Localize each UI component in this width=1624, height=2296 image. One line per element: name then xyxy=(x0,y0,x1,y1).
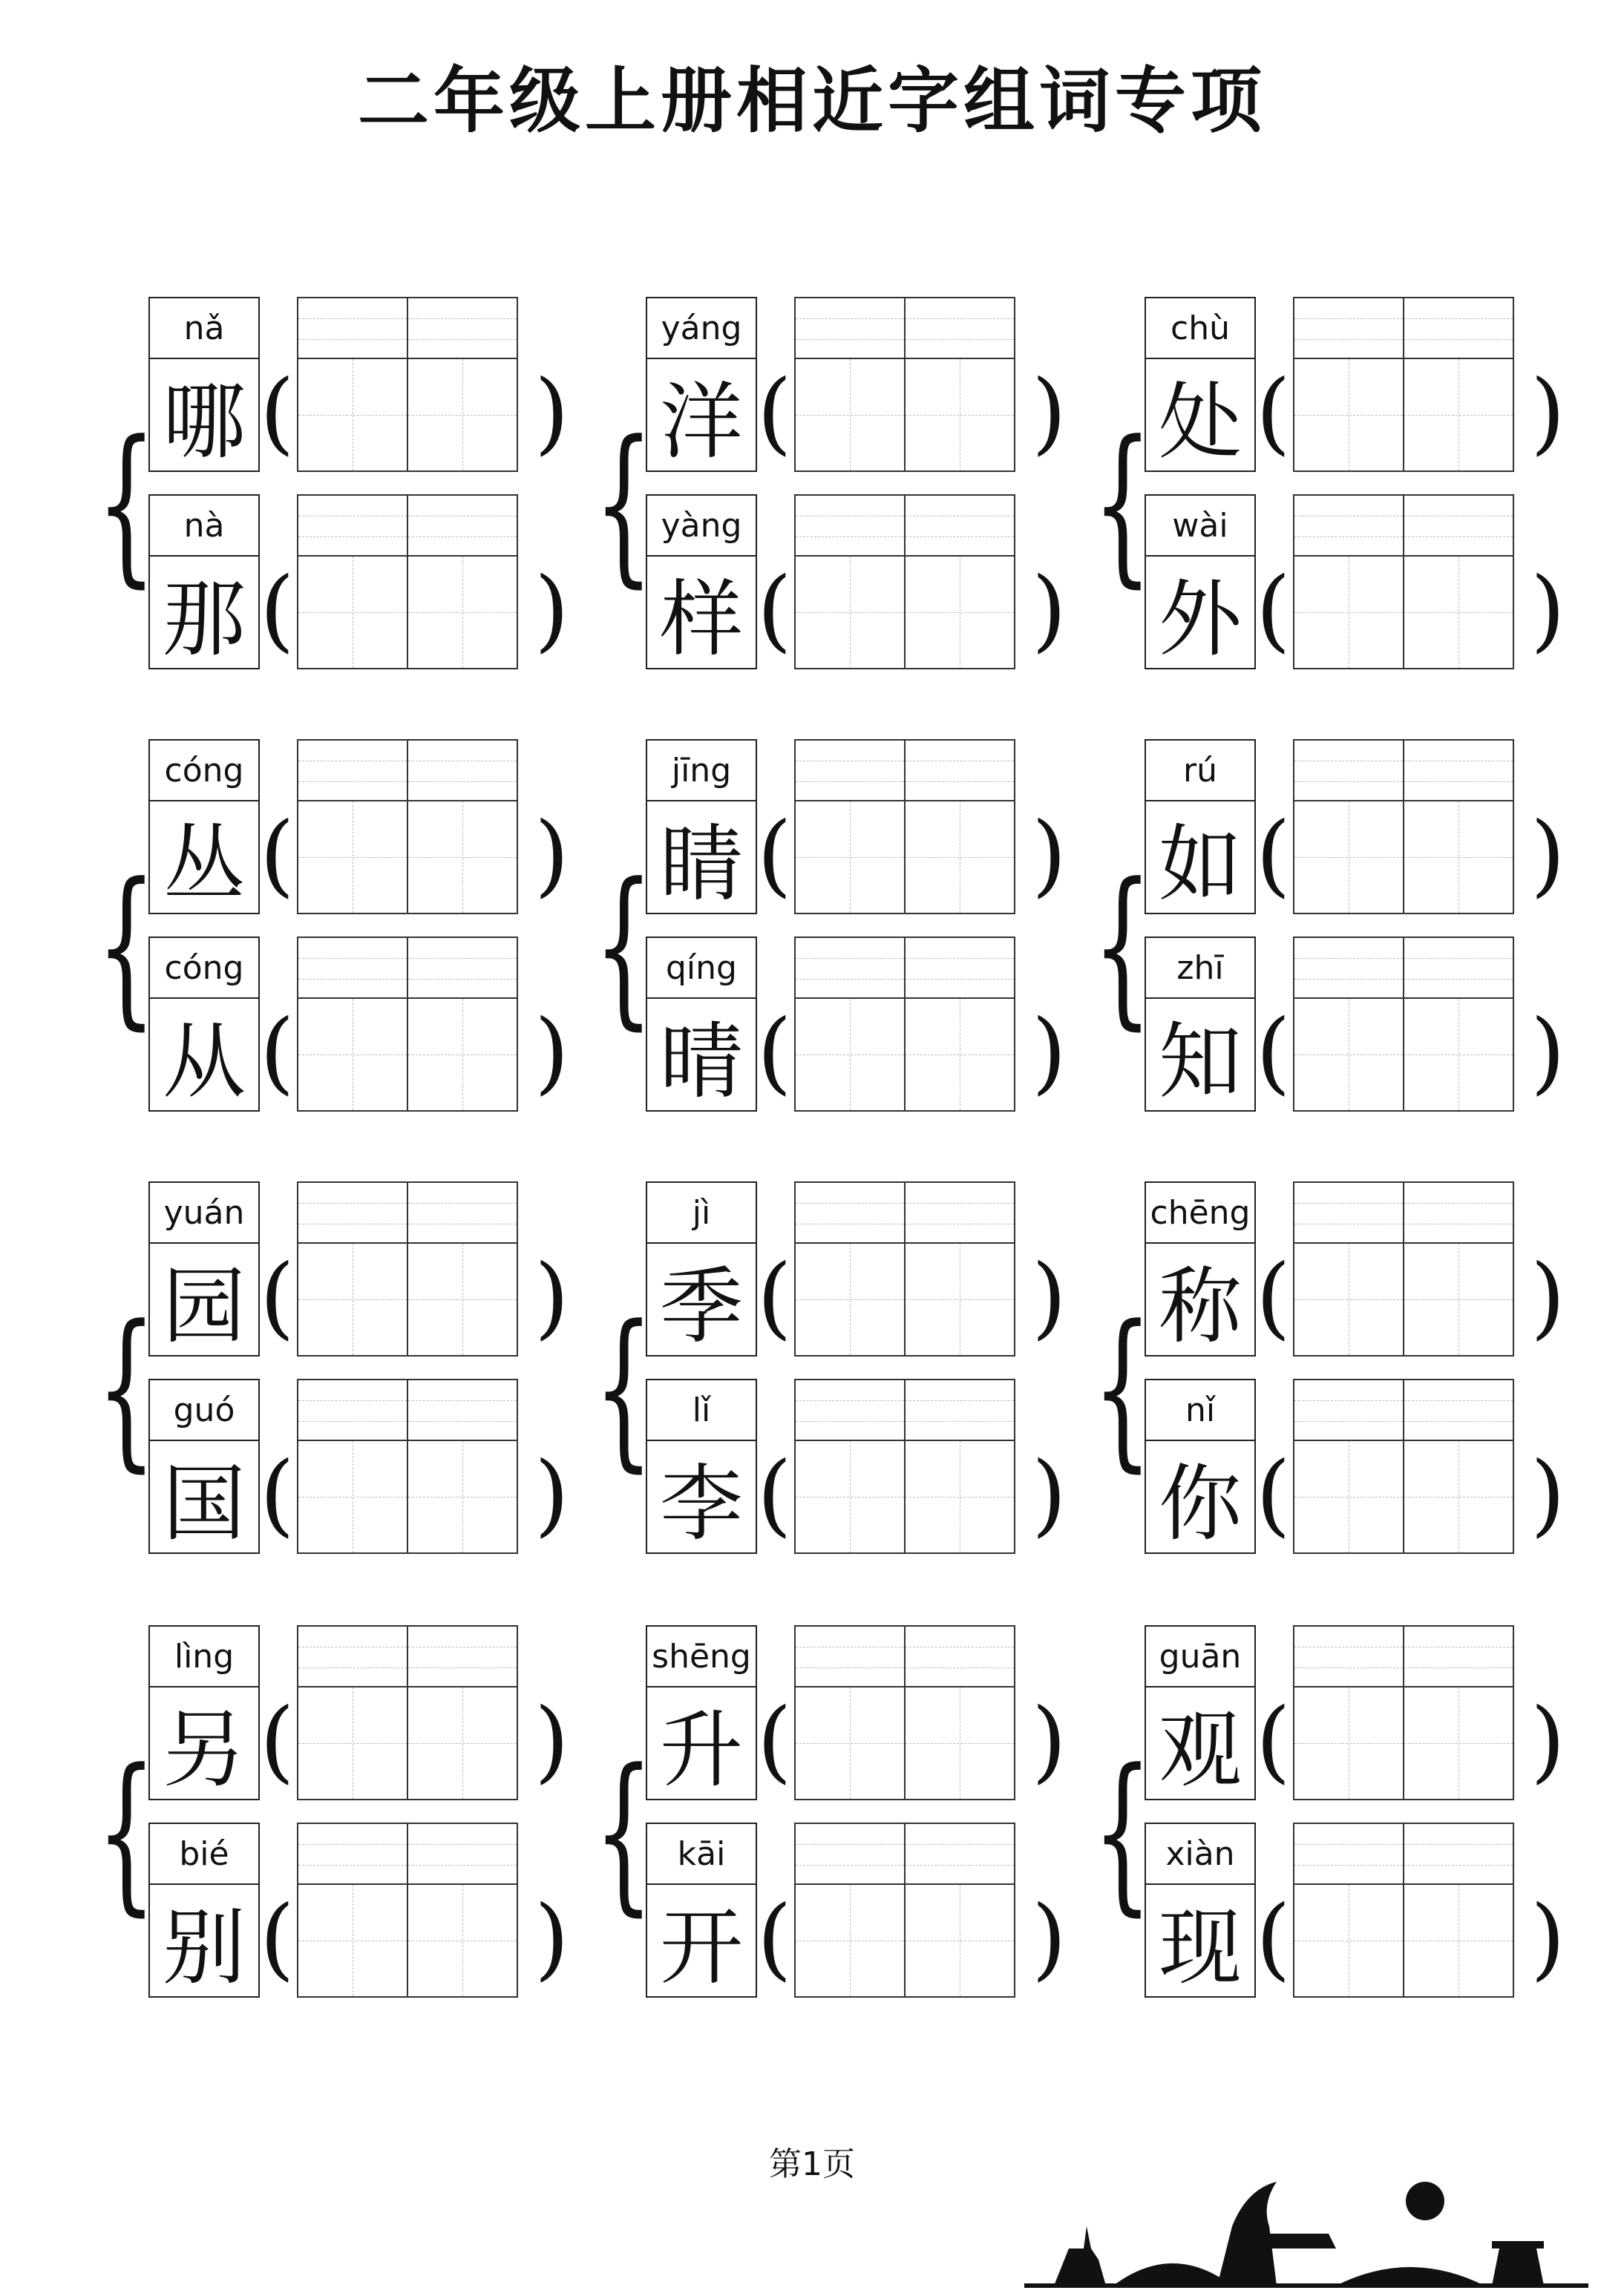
character-row xyxy=(646,937,1067,1112)
pinyin-writing-cell[interactable] xyxy=(1293,297,1404,359)
close-parenthesis: ) xyxy=(1530,1690,1565,1793)
pinyin-writing-cell[interactable] xyxy=(1293,1625,1404,1687)
page-number: 第1页 xyxy=(769,2145,855,2183)
writing-grid[interactable] xyxy=(1293,297,1516,472)
hanzi-character: 丛 xyxy=(148,800,260,914)
open-parenthesis: ( xyxy=(757,1690,792,1793)
word-group xyxy=(96,1181,569,1567)
writing-grid[interactable] xyxy=(1293,937,1516,1112)
curly-brace: { xyxy=(594,847,654,1046)
tianzige-writing-cell[interactable] xyxy=(297,800,408,914)
tianzige-writing-cell[interactable] xyxy=(297,1242,408,1357)
tianzige-writing-cell[interactable] xyxy=(407,1242,518,1357)
hanzi-character: 另 xyxy=(148,1686,260,1800)
character-row xyxy=(646,297,1067,472)
tianzige-writing-cell[interactable] xyxy=(297,358,408,472)
pinyin-writing-cell[interactable] xyxy=(297,937,408,999)
writing-grid[interactable] xyxy=(794,494,1017,669)
tianzige-writing-cell[interactable] xyxy=(1293,1242,1404,1357)
writing-grid[interactable] xyxy=(1293,1181,1516,1357)
pinyin-writing-cell[interactable] xyxy=(904,1181,1015,1244)
curly-brace: { xyxy=(594,1290,654,1488)
open-parenthesis: ( xyxy=(260,1887,295,1990)
pinyin-label: cóng xyxy=(148,937,260,999)
close-parenthesis: ) xyxy=(1530,1887,1565,1990)
open-parenthesis: ( xyxy=(260,1690,295,1793)
close-parenthesis: ) xyxy=(1530,804,1565,907)
word-group xyxy=(1093,1181,1565,1567)
pinyin-writing-cell[interactable] xyxy=(1293,937,1404,999)
pinyin-writing-cell[interactable] xyxy=(904,1823,1015,1885)
character-row xyxy=(646,1181,1067,1357)
word-group xyxy=(96,1625,569,2011)
tianzige-writing-cell[interactable] xyxy=(407,555,518,669)
pinyin-label: xiàn xyxy=(1145,1823,1256,1885)
tianzige-writing-cell[interactable] xyxy=(1293,1883,1404,1998)
pinyin-label: yuán xyxy=(148,1181,260,1244)
close-parenthesis: ) xyxy=(1530,559,1565,662)
pinyin-writing-cell[interactable] xyxy=(1403,494,1514,557)
close-parenthesis: ) xyxy=(1032,1246,1067,1349)
hanzi-character: 从 xyxy=(148,997,260,1112)
pinyin-writing-cell[interactable] xyxy=(904,494,1015,557)
word-group xyxy=(594,1181,1067,1567)
word-group xyxy=(1093,297,1565,683)
character-row xyxy=(1145,1379,1565,1554)
tianzige-writing-cell[interactable] xyxy=(407,1440,518,1554)
open-parenthesis: ( xyxy=(757,1001,792,1104)
writing-grid[interactable] xyxy=(297,739,520,914)
character-row xyxy=(148,297,569,472)
open-parenthesis: ( xyxy=(757,804,792,907)
hanzi-character: 睛 xyxy=(646,800,757,914)
tianzige-writing-cell[interactable] xyxy=(407,997,518,1112)
close-parenthesis: ) xyxy=(534,1887,569,1990)
writing-grid[interactable] xyxy=(297,937,520,1112)
pinyin-label: guó xyxy=(148,1379,260,1441)
tianzige-writing-cell[interactable] xyxy=(904,1883,1015,1998)
writing-grid[interactable] xyxy=(794,739,1017,914)
pinyin-writing-cell[interactable] xyxy=(1403,937,1514,999)
close-parenthesis: ) xyxy=(1032,1443,1067,1546)
curly-brace: { xyxy=(96,1734,157,1932)
pinyin-label: nǎ xyxy=(148,297,260,359)
pinyin-writing-cell[interactable] xyxy=(794,1379,906,1441)
open-parenthesis: ( xyxy=(260,1001,295,1104)
tianzige-writing-cell[interactable] xyxy=(794,1440,906,1554)
character-row xyxy=(646,739,1067,914)
pinyin-writing-cell[interactable] xyxy=(794,494,906,557)
word-group xyxy=(594,1625,1067,2011)
close-parenthesis: ) xyxy=(534,804,569,907)
tianzige-writing-cell[interactable] xyxy=(1403,1440,1514,1554)
writing-grid[interactable] xyxy=(297,297,520,472)
landscape-silhouette-decoration xyxy=(1024,2137,1588,2296)
curly-brace: { xyxy=(594,405,654,603)
pinyin-label: chēng xyxy=(1145,1181,1256,1244)
hanzi-character: 开 xyxy=(646,1883,757,1998)
pinyin-label: shēng xyxy=(646,1625,757,1687)
close-parenthesis: ) xyxy=(1032,361,1067,465)
close-parenthesis: ) xyxy=(1032,1001,1067,1104)
curly-brace: { xyxy=(1093,1290,1153,1488)
close-parenthesis: ) xyxy=(534,1246,569,1349)
pinyin-label: rú xyxy=(1145,739,1256,801)
character-row xyxy=(1145,739,1565,914)
character-row xyxy=(1145,1625,1565,1800)
pinyin-writing-cell[interactable] xyxy=(1293,494,1404,557)
pinyin-writing-cell[interactable] xyxy=(1403,1379,1514,1441)
pinyin-writing-cell[interactable] xyxy=(904,1379,1015,1441)
pinyin-writing-cell[interactable] xyxy=(407,937,518,999)
pinyin-writing-cell[interactable] xyxy=(1293,1823,1404,1885)
tianzige-writing-cell[interactable] xyxy=(407,800,518,914)
hanzi-character: 那 xyxy=(148,555,260,669)
tianzige-writing-cell[interactable] xyxy=(1403,358,1514,472)
tianzige-writing-cell[interactable] xyxy=(904,358,1015,472)
tianzige-writing-cell[interactable] xyxy=(1403,1686,1514,1800)
open-parenthesis: ( xyxy=(1256,804,1291,907)
writing-grid[interactable] xyxy=(297,494,520,669)
pinyin-label: yáng xyxy=(646,297,757,359)
character-row xyxy=(1145,1823,1565,1998)
tianzige-writing-cell[interactable] xyxy=(1293,800,1404,914)
tianzige-writing-cell[interactable] xyxy=(904,800,1015,914)
hanzi-character: 哪 xyxy=(148,358,260,472)
writing-grid[interactable] xyxy=(1293,739,1516,914)
writing-grid[interactable] xyxy=(794,1379,1017,1554)
character-row xyxy=(148,1181,569,1357)
pinyin-writing-cell[interactable] xyxy=(794,1181,906,1244)
close-parenthesis: ) xyxy=(1530,361,1565,465)
hanzi-character: 处 xyxy=(1145,358,1256,472)
hanzi-character: 升 xyxy=(646,1686,757,1800)
pinyin-label: qíng xyxy=(646,937,757,999)
open-parenthesis: ( xyxy=(1256,559,1291,662)
writing-grid[interactable] xyxy=(1293,494,1516,669)
close-parenthesis: ) xyxy=(1032,1887,1067,1990)
tianzige-writing-cell[interactable] xyxy=(904,555,1015,669)
tianzige-writing-cell[interactable] xyxy=(407,1686,518,1800)
pinyin-label: zhī xyxy=(1145,937,1256,999)
tianzige-writing-cell[interactable] xyxy=(297,1883,408,1998)
pinyin-label: lǐ xyxy=(646,1379,757,1441)
writing-grid[interactable] xyxy=(297,1379,520,1554)
hanzi-character: 洋 xyxy=(646,358,757,472)
close-parenthesis: ) xyxy=(1530,1443,1565,1546)
hanzi-character: 观 xyxy=(1145,1686,1256,1800)
open-parenthesis: ( xyxy=(260,361,295,465)
close-parenthesis: ) xyxy=(1032,559,1067,662)
hanzi-character: 知 xyxy=(1145,997,1256,1112)
tianzige-writing-cell[interactable] xyxy=(794,1242,906,1357)
pinyin-writing-cell[interactable] xyxy=(794,1625,906,1687)
writing-grid[interactable] xyxy=(794,1823,1017,1998)
open-parenthesis: ( xyxy=(1256,361,1291,465)
character-row xyxy=(148,1625,569,1800)
word-group xyxy=(96,297,569,683)
pinyin-writing-cell[interactable] xyxy=(794,739,906,801)
curly-brace: { xyxy=(1093,847,1153,1046)
writing-grid[interactable] xyxy=(1293,1379,1516,1554)
tianzige-writing-cell[interactable] xyxy=(407,1883,518,1998)
pinyin-writing-cell[interactable] xyxy=(904,297,1015,359)
writing-grid[interactable] xyxy=(794,297,1017,472)
pinyin-writing-cell[interactable] xyxy=(794,1823,906,1885)
word-group xyxy=(594,739,1067,1125)
character-row xyxy=(1145,937,1565,1112)
pinyin-writing-cell[interactable] xyxy=(1403,1625,1514,1687)
hanzi-character: 样 xyxy=(646,555,757,669)
tianzige-writing-cell[interactable] xyxy=(1403,1883,1514,1998)
character-row xyxy=(646,494,1067,669)
close-parenthesis: ) xyxy=(534,1001,569,1104)
curly-brace: { xyxy=(1093,1734,1153,1932)
pinyin-writing-cell[interactable] xyxy=(407,1625,518,1687)
pinyin-writing-cell[interactable] xyxy=(297,1625,408,1687)
pinyin-writing-cell[interactable] xyxy=(904,739,1015,801)
pinyin-writing-cell[interactable] xyxy=(407,1181,518,1244)
pinyin-writing-cell[interactable] xyxy=(794,937,906,999)
pinyin-writing-cell[interactable] xyxy=(1403,297,1514,359)
pinyin-label: nà xyxy=(148,494,260,557)
tianzige-writing-cell[interactable] xyxy=(297,997,408,1112)
tianzige-writing-cell[interactable] xyxy=(297,1686,408,1800)
open-parenthesis: ( xyxy=(260,1443,295,1546)
pinyin-label: nǐ xyxy=(1145,1379,1256,1441)
pinyin-writing-cell[interactable] xyxy=(1293,1181,1404,1244)
character-row xyxy=(148,1379,569,1554)
character-row xyxy=(646,1625,1067,1800)
open-parenthesis: ( xyxy=(1256,1001,1291,1104)
pinyin-writing-cell[interactable] xyxy=(794,297,906,359)
open-parenthesis: ( xyxy=(757,1246,792,1349)
tianzige-writing-cell[interactable] xyxy=(1293,358,1404,472)
open-parenthesis: ( xyxy=(1256,1887,1291,1990)
pinyin-writing-cell[interactable] xyxy=(297,1379,408,1441)
writing-grid[interactable] xyxy=(1293,1823,1516,1998)
tianzige-writing-cell[interactable] xyxy=(1403,1242,1514,1357)
pinyin-label: wài xyxy=(1145,494,1256,557)
hanzi-character: 园 xyxy=(148,1242,260,1357)
hanzi-character: 季 xyxy=(646,1242,757,1357)
curly-brace: { xyxy=(96,1290,157,1488)
open-parenthesis: ( xyxy=(1256,1246,1291,1349)
page-title: 二年级上册相近字组词专项 xyxy=(358,59,1266,142)
pinyin-writing-cell[interactable] xyxy=(1403,739,1514,801)
tianzige-writing-cell[interactable] xyxy=(794,358,906,472)
close-parenthesis: ) xyxy=(534,1690,569,1793)
tianzige-writing-cell[interactable] xyxy=(1293,555,1404,669)
hanzi-character: 称 xyxy=(1145,1242,1256,1357)
character-row xyxy=(148,937,569,1112)
tianzige-writing-cell[interactable] xyxy=(1293,1440,1404,1554)
word-group xyxy=(1093,739,1565,1125)
open-parenthesis: ( xyxy=(757,1443,792,1546)
character-row xyxy=(148,1823,569,1998)
pinyin-writing-cell[interactable] xyxy=(1293,1379,1404,1441)
word-group xyxy=(1093,1625,1565,2011)
hanzi-character: 现 xyxy=(1145,1883,1256,1998)
character-row xyxy=(1145,297,1565,472)
character-row xyxy=(646,1379,1067,1554)
moon-icon xyxy=(1406,2182,1444,2220)
pinyin-writing-cell[interactable] xyxy=(1403,1823,1514,1885)
pinyin-writing-cell[interactable] xyxy=(407,739,518,801)
pinyin-writing-cell[interactable] xyxy=(407,1823,518,1885)
character-row xyxy=(1145,494,1565,669)
hanzi-character: 你 xyxy=(1145,1440,1256,1554)
writing-grid[interactable] xyxy=(794,1625,1017,1800)
open-parenthesis: ( xyxy=(757,361,792,465)
curly-brace: { xyxy=(96,405,157,603)
hanzi-character: 别 xyxy=(148,1883,260,1998)
pinyin-label: chù xyxy=(1145,297,1256,359)
character-row xyxy=(148,494,569,669)
pinyin-writing-cell[interactable] xyxy=(297,739,408,801)
pinyin-writing-cell[interactable] xyxy=(407,297,518,359)
open-parenthesis: ( xyxy=(260,1246,295,1349)
pinyin-writing-cell[interactable] xyxy=(407,1379,518,1441)
close-parenthesis: ) xyxy=(1032,1690,1067,1793)
writing-grid[interactable] xyxy=(297,1181,520,1357)
writing-grid[interactable] xyxy=(1293,1625,1516,1800)
tianzige-writing-cell[interactable] xyxy=(1293,997,1404,1112)
tianzige-writing-cell[interactable] xyxy=(1403,997,1514,1112)
writing-grid[interactable] xyxy=(297,1823,520,1998)
character-row xyxy=(646,1823,1067,1998)
tianzige-writing-cell[interactable] xyxy=(1403,800,1514,914)
open-parenthesis: ( xyxy=(757,559,792,662)
word-group xyxy=(96,739,569,1125)
close-parenthesis: ) xyxy=(534,1443,569,1546)
open-parenthesis: ( xyxy=(260,559,295,662)
open-parenthesis: ( xyxy=(260,804,295,907)
character-row xyxy=(148,739,569,914)
pinyin-writing-cell[interactable] xyxy=(297,1181,408,1244)
pinyin-label: jīng xyxy=(646,739,757,801)
pinyin-writing-cell[interactable] xyxy=(297,494,408,557)
writing-grid[interactable] xyxy=(794,1181,1017,1357)
pinyin-label: cóng xyxy=(148,739,260,801)
open-parenthesis: ( xyxy=(757,1887,792,1990)
curly-brace: { xyxy=(1093,405,1153,603)
tianzige-writing-cell[interactable] xyxy=(1293,1686,1404,1800)
tianzige-writing-cell[interactable] xyxy=(794,997,906,1112)
tianzige-writing-cell[interactable] xyxy=(794,1686,906,1800)
hanzi-character: 晴 xyxy=(646,997,757,1112)
pinyin-writing-cell[interactable] xyxy=(297,1823,408,1885)
tianzige-writing-cell[interactable] xyxy=(904,1686,1015,1800)
pinyin-writing-cell[interactable] xyxy=(407,494,518,557)
pinyin-writing-cell[interactable] xyxy=(1403,1181,1514,1244)
hanzi-character: 李 xyxy=(646,1440,757,1554)
close-parenthesis: ) xyxy=(1530,1246,1565,1349)
pinyin-label: jì xyxy=(646,1181,757,1244)
tianzige-writing-cell[interactable] xyxy=(904,1242,1015,1357)
tianzige-writing-cell[interactable] xyxy=(904,997,1015,1112)
tianzige-writing-cell[interactable] xyxy=(794,1883,906,1998)
pinyin-label: kāi xyxy=(646,1823,757,1885)
tianzige-writing-cell[interactable] xyxy=(297,1440,408,1554)
tianzige-writing-cell[interactable] xyxy=(1403,555,1514,669)
curly-brace: { xyxy=(96,847,157,1046)
open-parenthesis: ( xyxy=(1256,1690,1291,1793)
hanzi-character: 如 xyxy=(1145,800,1256,914)
writing-grid[interactable] xyxy=(794,937,1017,1112)
hanzi-character: 国 xyxy=(148,1440,260,1554)
close-parenthesis: ) xyxy=(1032,804,1067,907)
writing-grid[interactable] xyxy=(297,1625,520,1800)
pinyin-label: lìng xyxy=(148,1625,260,1687)
character-row xyxy=(1145,1181,1565,1357)
pinyin-writing-cell[interactable] xyxy=(904,937,1015,999)
tianzige-writing-cell[interactable] xyxy=(904,1440,1015,1554)
curly-brace: { xyxy=(594,1734,654,1932)
close-parenthesis: ) xyxy=(534,361,569,465)
tianzige-writing-cell[interactable] xyxy=(794,555,906,669)
open-parenthesis: ( xyxy=(1256,1443,1291,1546)
pinyin-label: guān xyxy=(1145,1625,1256,1687)
pinyin-writing-cell[interactable] xyxy=(297,297,408,359)
tianzige-writing-cell[interactable] xyxy=(297,555,408,669)
pinyin-label: yàng xyxy=(646,494,757,557)
close-parenthesis: ) xyxy=(1530,1001,1565,1104)
hanzi-character: 外 xyxy=(1145,555,1256,669)
pinyin-label: bié xyxy=(148,1823,260,1885)
pinyin-writing-cell[interactable] xyxy=(904,1625,1015,1687)
tianzige-writing-cell[interactable] xyxy=(407,358,518,472)
pinyin-writing-cell[interactable] xyxy=(1293,739,1404,801)
close-parenthesis: ) xyxy=(534,559,569,662)
tianzige-writing-cell[interactable] xyxy=(794,800,906,914)
word-group xyxy=(594,297,1067,683)
